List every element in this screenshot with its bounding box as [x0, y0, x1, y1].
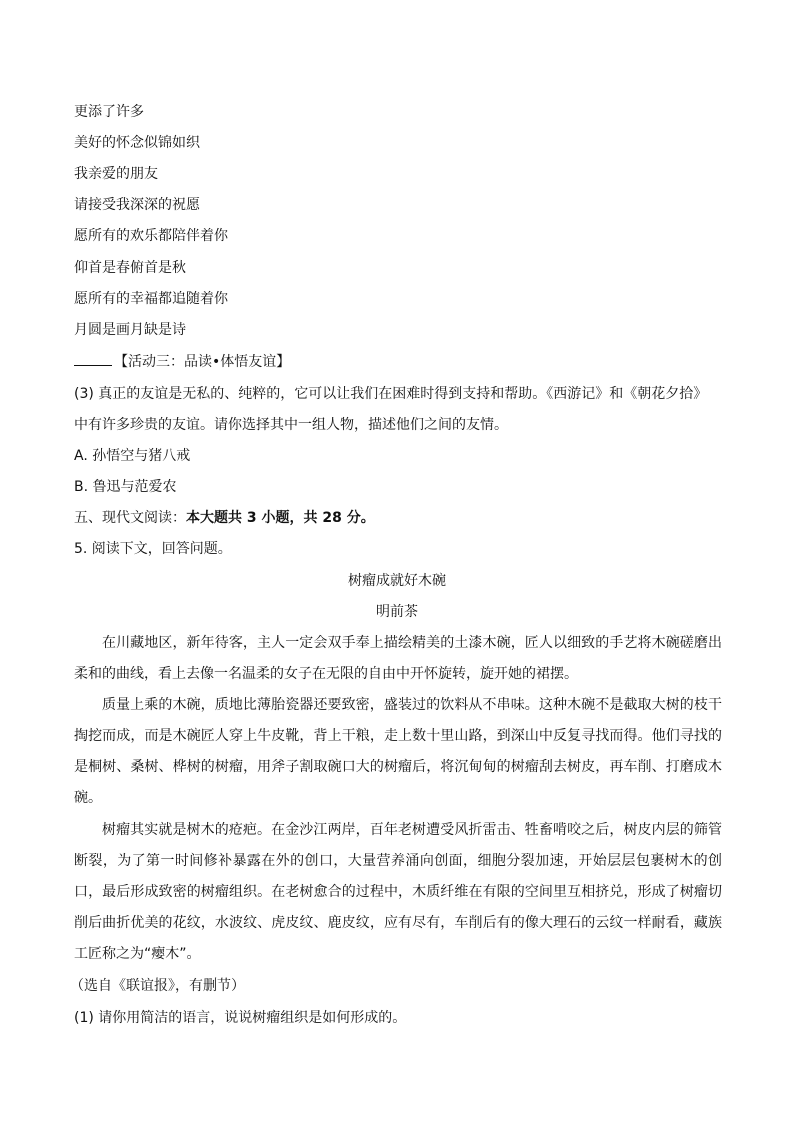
poem-line-8: 月圆是画月缺是诗 [74, 322, 186, 338]
article-source: （选自《联谊报》，有删节） [70, 978, 245, 994]
poem-line-2: 美好的怀念似锦如织 [74, 135, 200, 151]
article-paragraph-1: 在川藏地区，新年待客，主人一定会双手奉上描绘精美的土漆木碗，匠人以细致的手艺将木碗磋磨出柔和的曲线，看上去像一名温柔的女子在无限的自由中开怀旋转，旋开她的裙摆。 [74, 635, 722, 682]
poem-line-4: 请接受我深深的祝愿 [74, 197, 200, 213]
activity-title: 【活动三：品读•体悟友谊】 [114, 354, 291, 370]
poem-line-5: 愿所有的欢乐都陪伴着你 [74, 228, 228, 244]
article-title: 树瘤成就好木碗 [348, 573, 446, 589]
section-heading-plain: 五、现代文阅读： [74, 510, 186, 526]
question-5: 5. 阅读下文，回答问题。 [74, 541, 232, 557]
article-author: 明前茶 [376, 604, 418, 620]
question-3-line-1: (3) 真正的友谊是无私的、纯粹的，它可以让我们在困难时得到支持和帮助。《西游记》和《朝花夕拾》 [74, 386, 708, 402]
section-heading-bold: 本大题共 3 小题，共 28 分。 [186, 510, 375, 526]
option-b: B. 鲁迅与范爱农 [74, 479, 177, 495]
question-3-line-2: 中有许多珍贵的友谊。请你选择其中一组人物，描述他们之间的友情。 [74, 417, 508, 433]
poem-line-7: 愿所有的幸福都追随着你 [74, 291, 228, 307]
option-a: A. 孙悟空与猪八戒 [74, 448, 191, 464]
section-heading [74, 508, 375, 528]
poem-line-6: 仰首是春俯首是秋 [74, 260, 186, 276]
article-paragraph-3: 树瘤其实就是树木的疮疤。在金沙江两岸，百年老树遭受风折雷击、牲畜啃咬之后，树皮内层的筛管断裂，为了第一时间修补暴露在外的创口，大量营养涌向创面，细胞分裂加速，开始层层包裹树木的创口，最后形成致密的树瘤组织。在老树愈合的过程中，木质纤维在有限的空间里互相挤兑，形成了树瘤切削后曲折优美的花纹，水波纹、虎皮纹、鹿皮纹，应有尽有，车削后有的像大理石的云纹一样耐看，藏族工匠称之为“瘿木”。 [74, 822, 722, 962]
poem-line-3: 我亲爱的朋友 [74, 166, 158, 182]
question-5-1: (1) 请你用简洁的语言，说说树瘤组织是如何形成的。 [74, 1010, 407, 1026]
answer-blank[interactable] [74, 353, 112, 366]
poem-line-1: 更添了许多 [74, 104, 144, 120]
article-paragraph-2: 质量上乘的木碗，质地比薄胎瓷器还要致密，盛装过的饮料从不串味。这种木碗不是截取大树的枝干掏挖而成，而是木碗匠人穿上牛皮靴，背上干粮，走上数十里山路，到深山中反复寻找而得。他们寻找的是桐树、桑树、桦树的树瘤，用斧子割取碗口大的树瘤后，将沉甸甸的树瘤刮去树皮，再车削、打磨成木碗。 [74, 697, 722, 806]
activity-heading [74, 352, 290, 372]
